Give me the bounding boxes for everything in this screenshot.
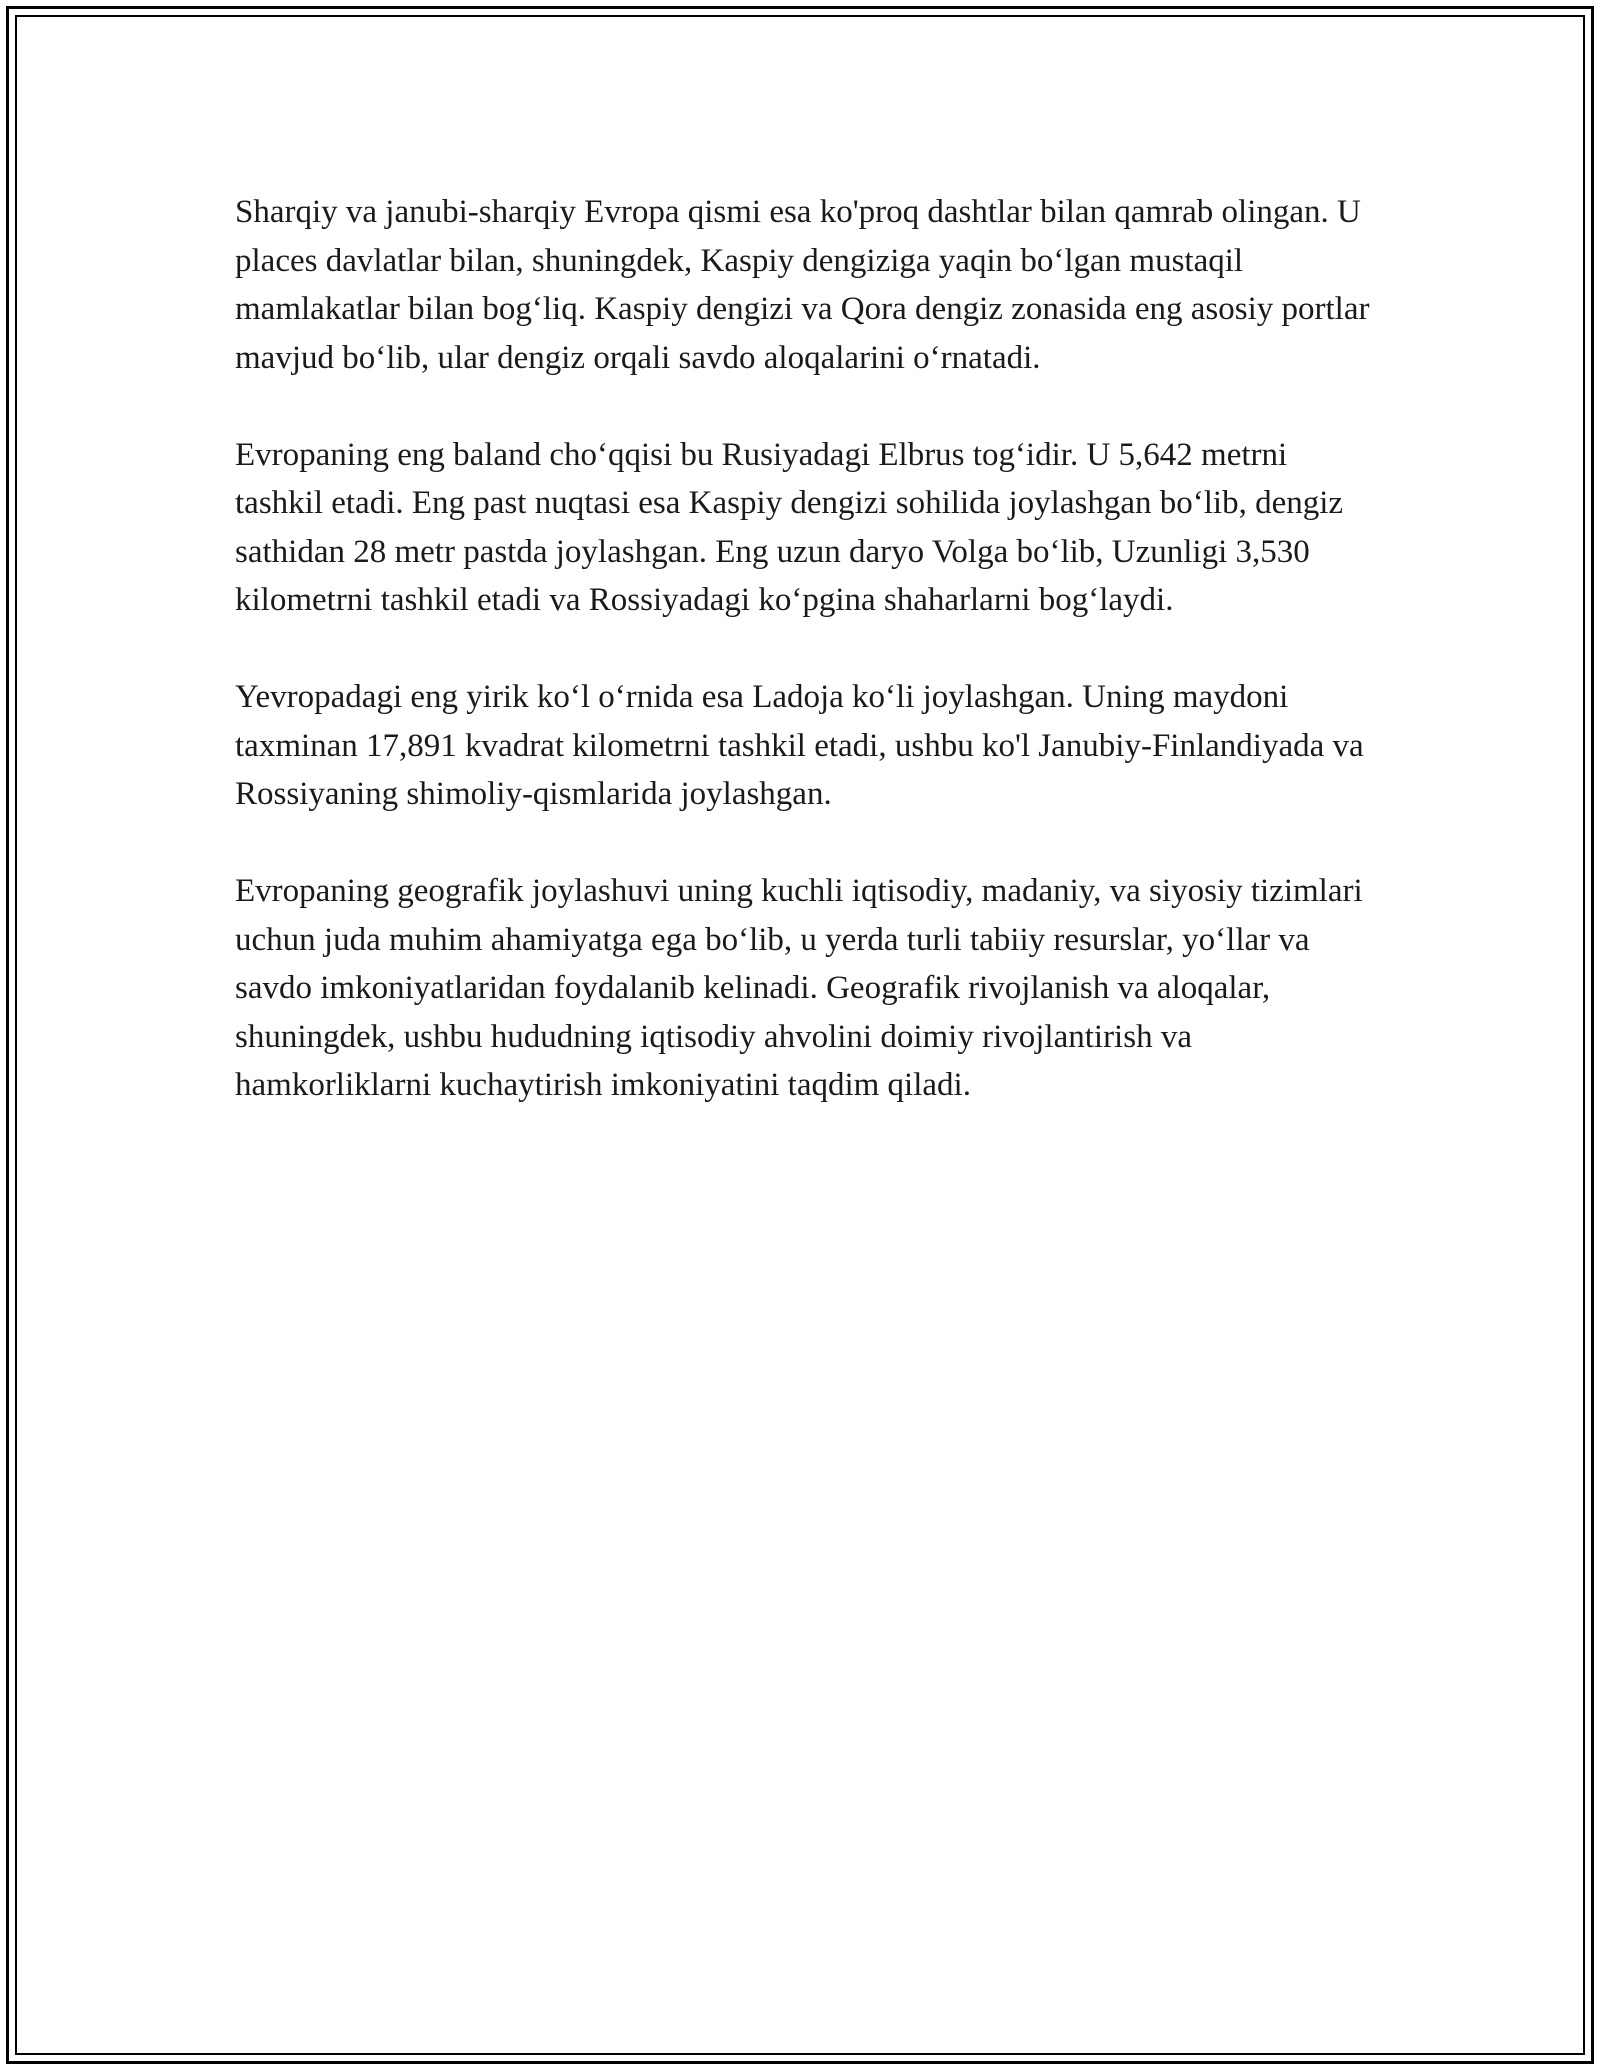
- paragraph-3: Yevropadagi eng yirik ko‘l o‘rnida esa Ladoja ko‘li joylashgan. Uning maydoni taxminan 17,891 kvadrat kilometrni tashkil etadi, ushbu ko'l Janubiy-Finlandiyada va Rossiyaning shimoliy-qismlarida joylashgan.: [235, 679, 1364, 812]
- paragraph-2: Evropaning eng baland cho‘qqisi bu Rusiyadagi Elbrus tog‘idir. U 5,642 metrni tashkil etadi. Eng past nuqtasi esa Kaspiy dengizi sohilida joylashgan bo‘lib, dengiz sathidan 28 metr pastda joylashgan. Eng uzun daryo Volga bo‘lib, Uzunligi 3,530 kilometrni tashkil etadi va Rossiyadagi ko‘pgina shaharlarni bog‘laydi.: [235, 436, 1344, 618]
- paragraph-4: Evropaning geografik joylashuvi uning kuchli iqtisodiy, madaniy, va siyosiy tizimlari uchun juda muhim ahamiyatga ega bo‘lib, u yerda turli tabiiy resurslar, yo‘llar va savdo imkoniyatlaridan foydalanib kelinadi. Geografik rivojlanish va aloqalar, shuningdek, ushbu hududning iqtisodiy ahvolini doimiy rivojlantirish va hamkorliklarni kuchaytirish imkoniyatini taqdim qiladi.: [235, 873, 1363, 1103]
- document-body: [235, 188, 1375, 1158]
- paragraph-1: Sharqiy va janubi-sharqiy Evropa qismi esa ko'proq dashtlar bilan qamrab olingan. U places davlatlar bilan, shuningdek, Kaspiy dengiziga yaqin bo‘lgan mustaqil mamlakatlar bilan bog‘liq. Kaspiy dengizi va Qora dengiz zonasida eng asosiy portlar mavjud bo‘lib, ular dengiz orqali savdo aloqalarini o‘rnatadi.: [235, 194, 1370, 376]
